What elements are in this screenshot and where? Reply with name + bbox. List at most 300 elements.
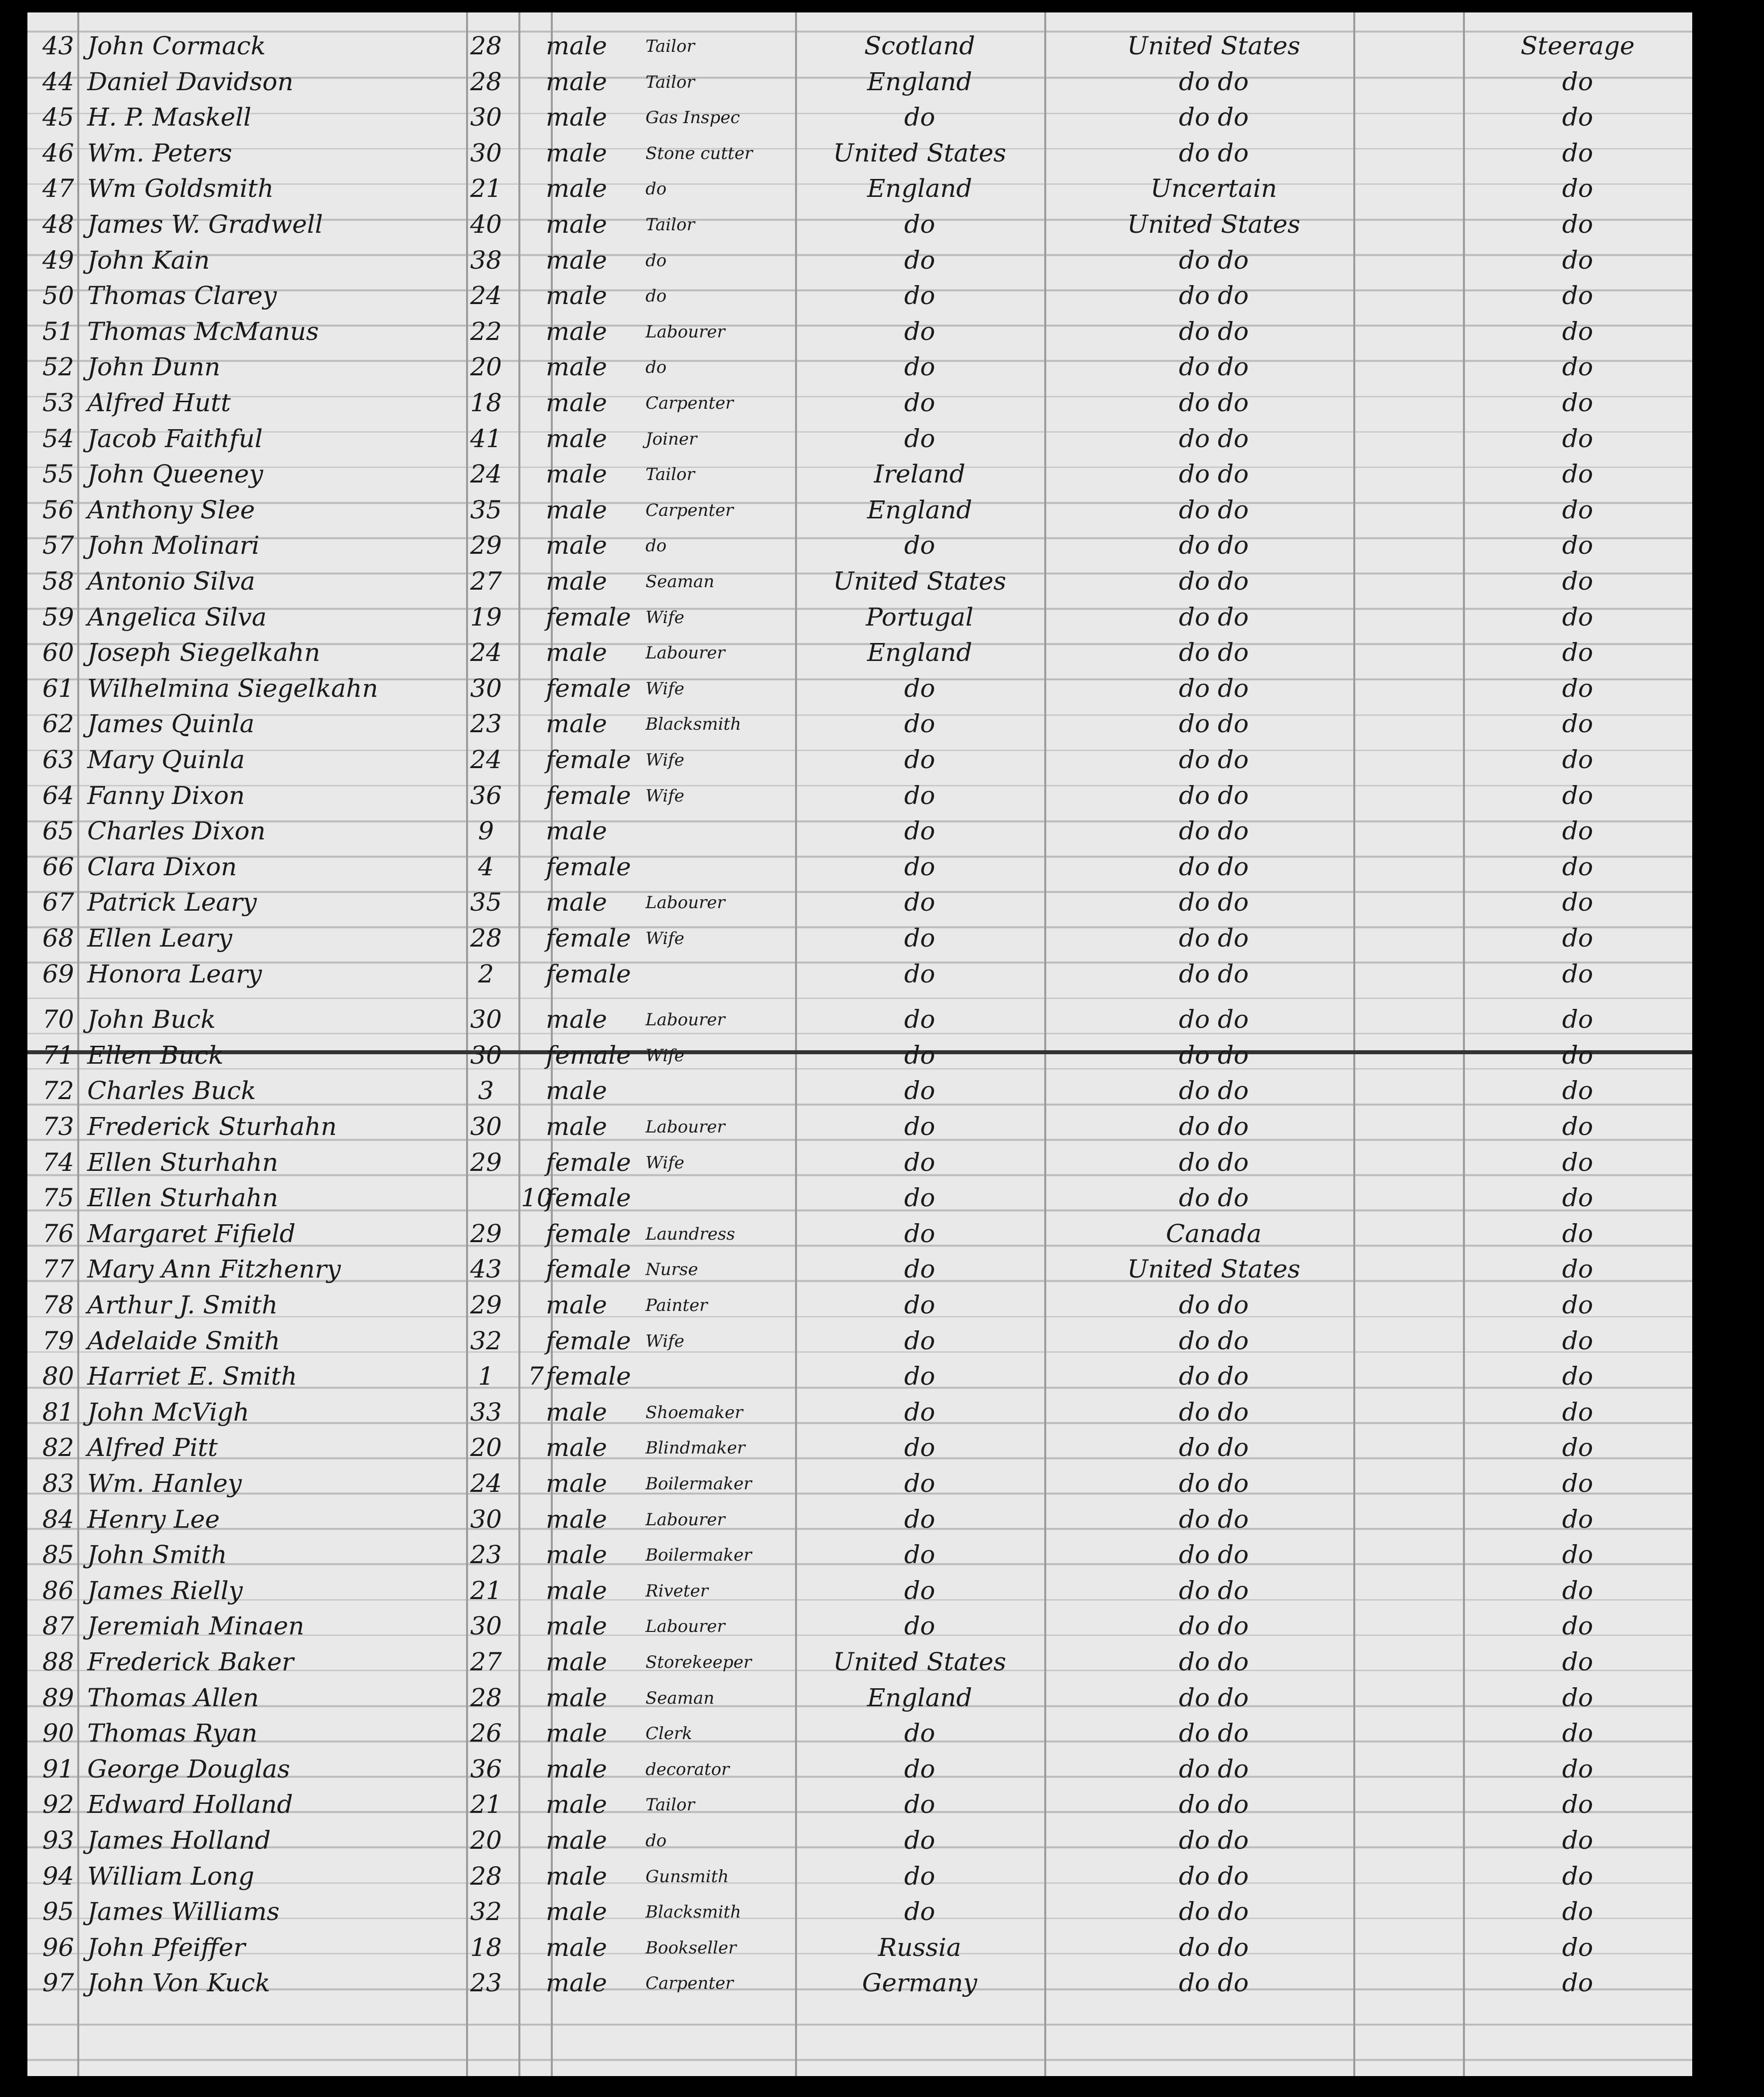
entry-number: 55 xyxy=(42,460,74,489)
birthplace: United States xyxy=(833,1647,1006,1676)
passenger-name: Patrick Leary xyxy=(87,888,257,917)
passenger-class: do xyxy=(1562,959,1594,988)
passenger-name: John Queeney xyxy=(87,460,263,489)
occupation: do xyxy=(645,250,667,271)
passenger-name: George Douglas xyxy=(87,1754,290,1783)
age: 30 xyxy=(470,103,502,132)
entry-number: 76 xyxy=(42,1219,74,1248)
destination: do do xyxy=(1178,103,1249,132)
age: 3 xyxy=(478,1076,494,1106)
sex: female xyxy=(546,673,631,703)
destination: United States xyxy=(1127,1255,1300,1284)
destination: do do xyxy=(1178,317,1249,346)
occupation: Wife xyxy=(645,678,684,699)
entry-number: 88 xyxy=(42,1647,74,1676)
sex: male xyxy=(546,1290,607,1319)
passenger-class: do xyxy=(1562,495,1594,524)
passenger-class: do xyxy=(1562,103,1594,132)
passenger-name: Wilhelmina Siegelkahn xyxy=(87,673,378,703)
occupation: Labourer xyxy=(645,1509,725,1530)
destination: do do xyxy=(1178,1612,1249,1641)
age: 24 xyxy=(470,281,502,311)
age: 9 xyxy=(478,816,494,846)
passenger-name: Thomas Ryan xyxy=(87,1719,258,1748)
passenger-class: do xyxy=(1562,1826,1594,1855)
birthplace: England xyxy=(867,174,972,203)
passenger-name: H. P. Maskell xyxy=(87,103,252,132)
passenger-class: do xyxy=(1562,1540,1594,1570)
entry-number: 93 xyxy=(42,1826,74,1855)
passenger-name: James Rielly xyxy=(87,1576,243,1605)
passenger-class: do xyxy=(1562,1326,1594,1355)
destination: do do xyxy=(1178,460,1249,489)
entry-number: 81 xyxy=(42,1397,74,1427)
entry-number: 49 xyxy=(42,245,74,275)
passenger-name: Honora Leary xyxy=(87,959,262,988)
passenger-name: Wm. Peters xyxy=(87,138,232,167)
entry-number: 45 xyxy=(42,103,74,132)
age: 29 xyxy=(470,1290,502,1319)
sex: male xyxy=(546,174,607,203)
table-row xyxy=(27,848,1692,884)
sex: male xyxy=(546,138,607,167)
passenger-class: do xyxy=(1562,1683,1594,1712)
passenger-class: do xyxy=(1562,388,1594,417)
age: 24 xyxy=(470,745,502,774)
passenger-class: do xyxy=(1562,709,1594,739)
destination: do do xyxy=(1178,709,1249,739)
table-row xyxy=(27,456,1692,491)
passenger-name: Joseph Siegelkahn xyxy=(87,638,321,667)
occupation: decorator xyxy=(645,1759,730,1779)
destination: do do xyxy=(1178,781,1249,810)
occupation: Wife xyxy=(645,750,684,770)
passenger-name: Harriet E. Smith xyxy=(87,1362,298,1391)
table-row xyxy=(27,1108,1692,1143)
table-row xyxy=(27,1715,1692,1750)
entry-number: 73 xyxy=(42,1112,74,1141)
entry-number: 87 xyxy=(42,1612,74,1641)
passenger-class: do xyxy=(1562,1719,1594,1748)
age-fraction: 7 xyxy=(528,1362,544,1391)
passenger-name: Ellen Leary xyxy=(87,924,232,953)
table-row xyxy=(27,1608,1692,1643)
passenger-class: do xyxy=(1562,1040,1594,1070)
sex: male xyxy=(546,816,607,846)
table-row xyxy=(27,63,1692,99)
birthplace: do xyxy=(904,1290,936,1319)
occupation: Labourer xyxy=(645,1010,725,1030)
table-row xyxy=(27,1287,1692,1322)
entry-number: 51 xyxy=(42,317,74,346)
passenger-name: Ellen Sturhahn xyxy=(87,1147,279,1177)
age: 23 xyxy=(470,709,502,739)
sex: female xyxy=(546,602,631,632)
occupation: Tailor xyxy=(645,465,695,485)
entry-number: 61 xyxy=(42,673,74,703)
passenger-class: do xyxy=(1562,888,1594,917)
sex: male xyxy=(546,1433,607,1462)
passenger-class: do xyxy=(1562,1183,1594,1213)
passenger-class: do xyxy=(1562,924,1594,953)
birthplace: do xyxy=(904,816,936,846)
destination: do do xyxy=(1178,1040,1249,1070)
birthplace: do xyxy=(904,888,936,917)
sex: female xyxy=(546,1219,631,1248)
occupation: Carpenter xyxy=(645,393,734,413)
passenger-class: do xyxy=(1562,1076,1594,1106)
entry-number: 91 xyxy=(42,1754,74,1783)
destination: do do xyxy=(1178,816,1249,846)
sex: female xyxy=(546,924,631,953)
entry-number: 82 xyxy=(42,1433,74,1462)
birthplace: do xyxy=(904,959,936,988)
occupation: Blacksmith xyxy=(645,714,741,735)
entry-number: 44 xyxy=(42,67,74,96)
birthplace: do xyxy=(904,1433,936,1462)
passenger-class: do xyxy=(1562,1290,1594,1319)
occupation: Nurse xyxy=(645,1260,698,1280)
entry-number: 79 xyxy=(42,1326,74,1355)
table-row xyxy=(27,1536,1692,1572)
destination: do do xyxy=(1178,1147,1249,1177)
passenger-name: John Smith xyxy=(87,1540,227,1570)
entry-number: 72 xyxy=(42,1076,74,1106)
sex: female xyxy=(546,1255,631,1284)
destination: do do xyxy=(1178,1968,1249,1998)
passenger-class: do xyxy=(1562,1790,1594,1819)
passenger-name: Jacob Faithful xyxy=(87,424,263,453)
table-row xyxy=(27,313,1692,348)
birthplace: do xyxy=(904,1040,936,1070)
birthplace: do xyxy=(904,1219,936,1248)
destination: do do xyxy=(1178,1005,1249,1034)
destination: do do xyxy=(1178,1540,1249,1570)
occupation: Labourer xyxy=(645,322,725,342)
age: 27 xyxy=(470,567,502,596)
destination: do do xyxy=(1178,424,1249,453)
sex: male xyxy=(546,1397,607,1427)
sex: male xyxy=(546,1504,607,1534)
sex: male xyxy=(546,531,607,560)
occupation: Storekeeper xyxy=(645,1652,752,1672)
table-row xyxy=(27,420,1692,456)
ledger-sheet xyxy=(27,12,1692,2076)
table-row xyxy=(27,1643,1692,1679)
passenger-class: do xyxy=(1562,852,1594,881)
entry-number: 46 xyxy=(42,138,74,167)
passenger-class: do xyxy=(1562,174,1594,203)
passenger-class: do xyxy=(1562,1469,1594,1498)
age: 36 xyxy=(470,1754,502,1783)
table-row xyxy=(27,705,1692,741)
sex: female xyxy=(546,1326,631,1355)
sex: male xyxy=(546,67,607,96)
occupation: Painter xyxy=(645,1295,708,1315)
age: 28 xyxy=(470,67,502,96)
destination: do do xyxy=(1178,1183,1249,1213)
occupation: do xyxy=(645,179,667,199)
entry-number: 43 xyxy=(42,31,74,60)
passenger-class: do xyxy=(1562,1112,1594,1141)
table-row xyxy=(27,1037,1692,1072)
passenger-name: Jeremiah Minaen xyxy=(87,1612,305,1641)
age: 32 xyxy=(470,1326,502,1355)
birthplace: England xyxy=(867,1683,972,1712)
sex: male xyxy=(546,1612,607,1641)
table-row xyxy=(27,563,1692,598)
sex: male xyxy=(546,1540,607,1570)
age: 30 xyxy=(470,1040,502,1070)
destination: do do xyxy=(1178,1112,1249,1141)
birthplace: do xyxy=(904,1076,936,1106)
occupation: Joiner xyxy=(645,429,697,449)
entry-number: 58 xyxy=(42,567,74,596)
birthplace: do xyxy=(904,1147,936,1177)
passenger-class: do xyxy=(1562,531,1594,560)
occupation: Tailor xyxy=(645,1795,695,1815)
birthplace: do xyxy=(904,281,936,311)
birthplace: do xyxy=(904,1719,936,1748)
age: 19 xyxy=(470,602,502,632)
entry-number: 54 xyxy=(42,424,74,453)
birthplace: do xyxy=(904,1255,936,1284)
birthplace: United States xyxy=(833,567,1006,596)
age: 24 xyxy=(470,1469,502,1498)
occupation: Wife xyxy=(645,1331,684,1351)
birthplace: do xyxy=(904,852,936,881)
entry-number: 59 xyxy=(42,602,74,632)
destination: do do xyxy=(1178,281,1249,311)
passenger-name: Thomas Clarey xyxy=(87,281,277,311)
sex: male xyxy=(546,317,607,346)
destination: do do xyxy=(1178,1790,1249,1819)
table-row xyxy=(27,1858,1692,1893)
entry-number: 67 xyxy=(42,888,74,917)
age: 30 xyxy=(470,138,502,167)
birthplace: do xyxy=(904,424,936,453)
birthplace: do xyxy=(904,709,936,739)
destination: do do xyxy=(1178,673,1249,703)
sex: female xyxy=(546,781,631,810)
sex: male xyxy=(546,1968,607,1998)
passenger-name: James Holland xyxy=(87,1826,271,1855)
age: 18 xyxy=(470,388,502,417)
sex: male xyxy=(546,1469,607,1498)
passenger-class: do xyxy=(1562,745,1594,774)
destination: do do xyxy=(1178,1861,1249,1891)
occupation: Tailor xyxy=(645,72,695,92)
sex: female xyxy=(546,1040,631,1070)
passenger-class: do xyxy=(1562,1397,1594,1427)
age: 4 xyxy=(478,852,494,881)
entry-number: 90 xyxy=(42,1719,74,1748)
passenger-name: Arthur J. Smith xyxy=(87,1290,278,1319)
entry-number: 92 xyxy=(42,1790,74,1819)
destination: do do xyxy=(1178,1290,1249,1319)
birthplace: do xyxy=(904,1326,936,1355)
birthplace: Portugal xyxy=(866,602,973,632)
destination: do do xyxy=(1178,1397,1249,1427)
age: 30 xyxy=(470,1005,502,1034)
age: 21 xyxy=(470,1576,502,1605)
table-row xyxy=(27,1822,1692,1857)
destination: do do xyxy=(1178,1826,1249,1855)
passenger-name: Thomas Allen xyxy=(87,1683,259,1712)
table-row xyxy=(27,170,1692,205)
passenger-name: Charles Dixon xyxy=(87,816,266,846)
birthplace: United States xyxy=(833,138,1006,167)
table-row xyxy=(27,1179,1692,1215)
destination: do do xyxy=(1178,852,1249,881)
destination: do do xyxy=(1178,1326,1249,1355)
entry-number: 50 xyxy=(42,281,74,311)
passenger-name: Henry Lee xyxy=(87,1504,220,1534)
birthplace: Germany xyxy=(862,1968,977,1998)
occupation: Blacksmith xyxy=(645,1902,741,1923)
passenger-class: do xyxy=(1562,1362,1594,1391)
age: 20 xyxy=(470,1826,502,1855)
sex: female xyxy=(546,745,631,774)
passenger-name: Mary Ann Fitzhenry xyxy=(87,1255,341,1284)
table-row xyxy=(27,27,1692,63)
occupation: Gas Inspec xyxy=(645,108,740,128)
passenger-name: Ellen Sturhahn xyxy=(87,1183,279,1213)
occupation: Riveter xyxy=(645,1581,708,1601)
sex: male xyxy=(546,424,607,453)
occupation: Carpenter xyxy=(645,500,734,520)
age: 29 xyxy=(470,1219,502,1248)
passenger-name: James Williams xyxy=(87,1897,280,1927)
destination: do do xyxy=(1178,1897,1249,1927)
destination: do do xyxy=(1178,388,1249,417)
table-row xyxy=(27,1001,1692,1036)
destination: do do xyxy=(1178,745,1249,774)
sex: male xyxy=(546,31,607,60)
birthplace: do xyxy=(904,745,936,774)
birthplace: England xyxy=(867,67,972,96)
entry-number: 97 xyxy=(42,1968,74,1998)
entry-number: 89 xyxy=(42,1683,74,1712)
age: 43 xyxy=(470,1255,502,1284)
destination: do do xyxy=(1178,67,1249,96)
occupation: Boilermaker xyxy=(645,1474,752,1494)
passenger-name: Clara Dixon xyxy=(87,852,237,881)
passenger-name: Wm Goldsmith xyxy=(87,174,274,203)
occupation: Shoemaker xyxy=(645,1402,743,1423)
passenger-name: John Cormack xyxy=(87,31,266,60)
occupation: Boilermaker xyxy=(645,1545,752,1566)
entry-number: 64 xyxy=(42,781,74,810)
destination: United States xyxy=(1127,210,1300,239)
passenger-name: John McVigh xyxy=(87,1397,250,1427)
entry-number: 60 xyxy=(42,638,74,667)
occupation: Tailor xyxy=(645,215,695,235)
destination: do do xyxy=(1178,602,1249,632)
destination: do do xyxy=(1178,1719,1249,1748)
passenger-class: do xyxy=(1562,602,1594,632)
passenger-name: Antonio Silva xyxy=(87,567,255,596)
occupation: Tailor xyxy=(645,36,695,56)
table-row xyxy=(27,634,1692,669)
passenger-class: do xyxy=(1562,1897,1594,1927)
passenger-name: John Pfeiffer xyxy=(87,1933,246,1962)
occupation: Wife xyxy=(645,1045,684,1066)
passenger-class: do xyxy=(1562,1754,1594,1783)
occupation: Seaman xyxy=(645,1688,715,1708)
occupation: Carpenter xyxy=(645,1973,734,1994)
table-row xyxy=(27,277,1692,313)
table-row xyxy=(27,206,1692,241)
passenger-class: do xyxy=(1562,352,1594,382)
entry-number: 95 xyxy=(42,1897,74,1927)
destination: do do xyxy=(1178,1933,1249,1962)
destination: United States xyxy=(1127,31,1300,60)
table-row xyxy=(27,1679,1692,1715)
birthplace: do xyxy=(904,1861,936,1891)
birthplace: do xyxy=(904,1469,936,1498)
sex: male xyxy=(546,281,607,311)
passenger-class: do xyxy=(1562,673,1594,703)
sex: male xyxy=(546,210,607,239)
age: 32 xyxy=(470,1897,502,1927)
destination: do do xyxy=(1178,567,1249,596)
destination: do do xyxy=(1178,888,1249,917)
passenger-class: do xyxy=(1562,1504,1594,1534)
passenger-name: Ellen Buck xyxy=(87,1040,224,1070)
occupation: Wife xyxy=(645,1152,684,1173)
sex: male xyxy=(546,245,607,275)
passenger-class: do xyxy=(1562,317,1594,346)
passenger-name: Daniel Davidson xyxy=(87,67,294,96)
occupation: Wife xyxy=(645,607,684,628)
passenger-class: do xyxy=(1562,1147,1594,1177)
passenger-name: Edward Holland xyxy=(87,1790,293,1819)
birthplace: Ireland xyxy=(874,460,965,489)
sex: female xyxy=(546,1183,631,1213)
passenger-class: do xyxy=(1562,1933,1594,1962)
age: 26 xyxy=(470,1719,502,1748)
birthplace: do xyxy=(904,1504,936,1534)
destination: do do xyxy=(1178,1683,1249,1712)
occupation: Clerk xyxy=(645,1724,692,1744)
entry-number: 70 xyxy=(42,1005,74,1034)
destination: do do xyxy=(1178,959,1249,988)
entry-number: 62 xyxy=(42,709,74,739)
passenger-class: do xyxy=(1562,1219,1594,1248)
passenger-name: Frederick Sturhahn xyxy=(87,1112,337,1141)
entry-number: 68 xyxy=(42,924,74,953)
age: 18 xyxy=(470,1933,502,1962)
age: 28 xyxy=(470,1683,502,1712)
passenger-class: do xyxy=(1562,638,1594,667)
sex: female xyxy=(546,852,631,881)
age: 29 xyxy=(470,1147,502,1177)
age: 35 xyxy=(470,495,502,524)
age: 23 xyxy=(470,1540,502,1570)
destination: do do xyxy=(1178,1576,1249,1605)
entry-number: 80 xyxy=(42,1362,74,1391)
destination: do do xyxy=(1178,1362,1249,1391)
table-row xyxy=(27,1501,1692,1536)
age: 24 xyxy=(470,460,502,489)
birthplace: do xyxy=(904,1612,936,1641)
passenger-name: John Von Kuck xyxy=(87,1968,270,1998)
occupation: Labourer xyxy=(645,1117,725,1137)
entry-number: 85 xyxy=(42,1540,74,1570)
entry-number: 69 xyxy=(42,959,74,988)
occupation: Wife xyxy=(645,929,684,949)
